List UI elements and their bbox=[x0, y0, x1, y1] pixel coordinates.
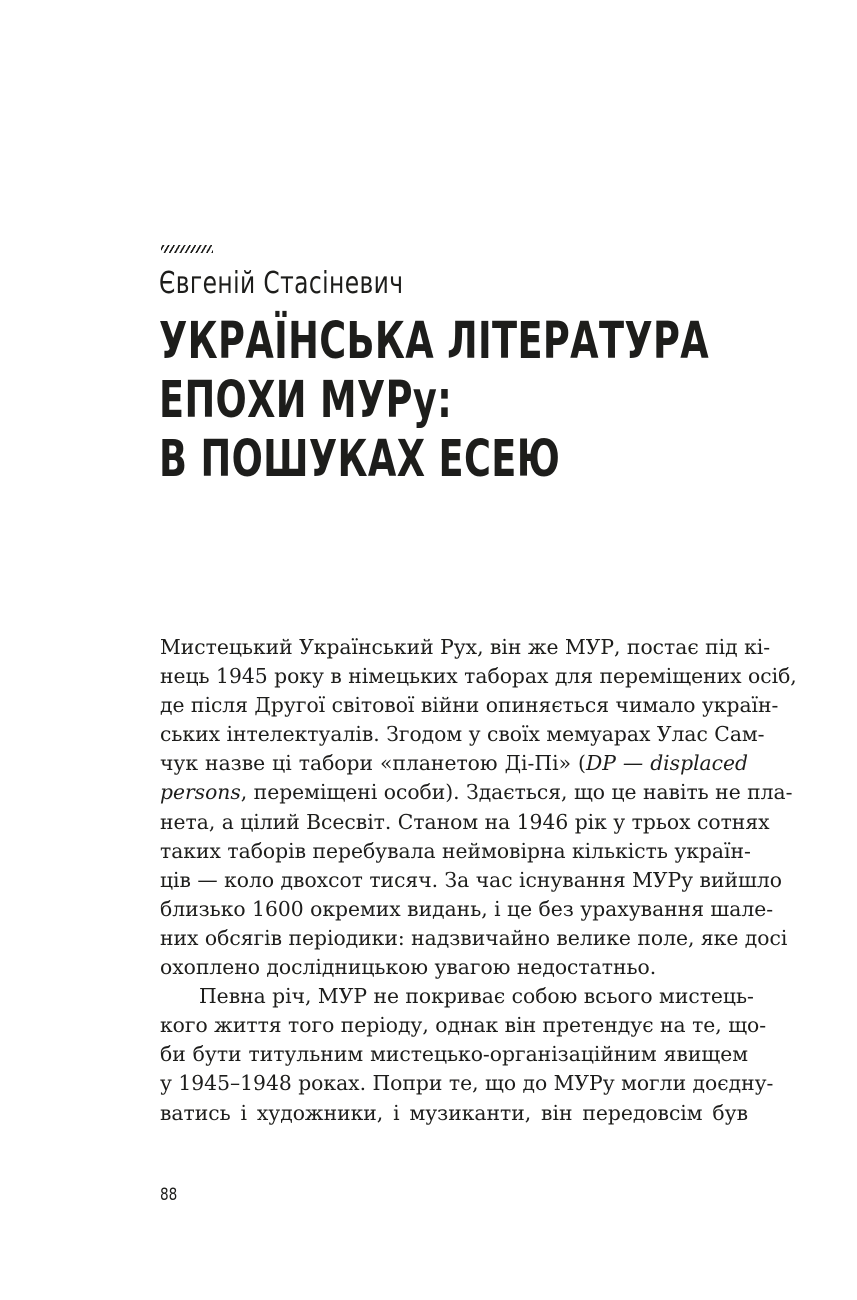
chapter-title-line: ЕПОХИ МУРу: bbox=[159, 371, 453, 430]
chapter-title-line: УКРАЇНСЬКА ЛІТЕРАТУРА bbox=[159, 312, 710, 371]
body-text bbox=[160, 633, 797, 1128]
text-line: них обсягів періодики: надзвичайно велике поле, яке досі bbox=[160, 925, 788, 950]
text-line: Певна річ, МУР не покриває собою всього мистець- bbox=[199, 984, 754, 1009]
text-line bbox=[160, 778, 793, 807]
text-line: би бути титульним мистецько-організаційним явищем bbox=[160, 1042, 748, 1067]
italic-fragment: persons bbox=[160, 780, 241, 805]
text-line: ських інтелектуалів. Згодом у своїх мемуарах Улас Сам- bbox=[160, 722, 765, 747]
text-fragment: чук назве ці табори «планетою Ді-Пі» ( bbox=[160, 751, 586, 776]
text-line: близько 1600 окремих видань, і це без урахування шале- bbox=[160, 896, 774, 921]
text-line: ців — коло двохсот тисяч. За час існування МУРу вийшло bbox=[160, 867, 782, 892]
page-number: 88 bbox=[160, 1185, 178, 1205]
text-line: охоплено дослідницькою увагою недостатньо. bbox=[160, 955, 657, 980]
text-line: Мистецький Український Рух, він же МУР, постає під кі- bbox=[160, 635, 771, 659]
text-line bbox=[160, 749, 748, 778]
text-line: таких таборів перебувала неймовірна кількість україн- bbox=[160, 838, 751, 863]
text-line: де після Другої світової війни опиняється чимало україн- bbox=[160, 693, 779, 718]
chapter-title bbox=[159, 312, 709, 489]
chapter-title-line: В ПОШУКАХ ЕСЕЮ bbox=[159, 430, 561, 489]
text-line: нець 1945 року в німецьких таборах для переміщених осіб, bbox=[160, 664, 797, 689]
text-line: нета, а цілий Всесвіт. Станом на 1946 рік у трьох сотнях bbox=[160, 809, 770, 834]
author-name: Євгеній Стасіневич bbox=[159, 266, 404, 301]
text-line: ватись і художники, і музиканти, він передовсім був bbox=[160, 1100, 748, 1125]
italic-fragment: DP — displaced bbox=[585, 751, 748, 776]
text-fragment: , переміщені особи). Здається, що це навіть не пла- bbox=[240, 780, 793, 805]
decorative-hatch-mark bbox=[161, 245, 213, 253]
text-line: у 1945–1948 роках. Попри те, що до МУРу могли доєдну- bbox=[160, 1071, 774, 1096]
text-line: кого життя того періоду, однак він претендує на те, що- bbox=[160, 1013, 767, 1038]
